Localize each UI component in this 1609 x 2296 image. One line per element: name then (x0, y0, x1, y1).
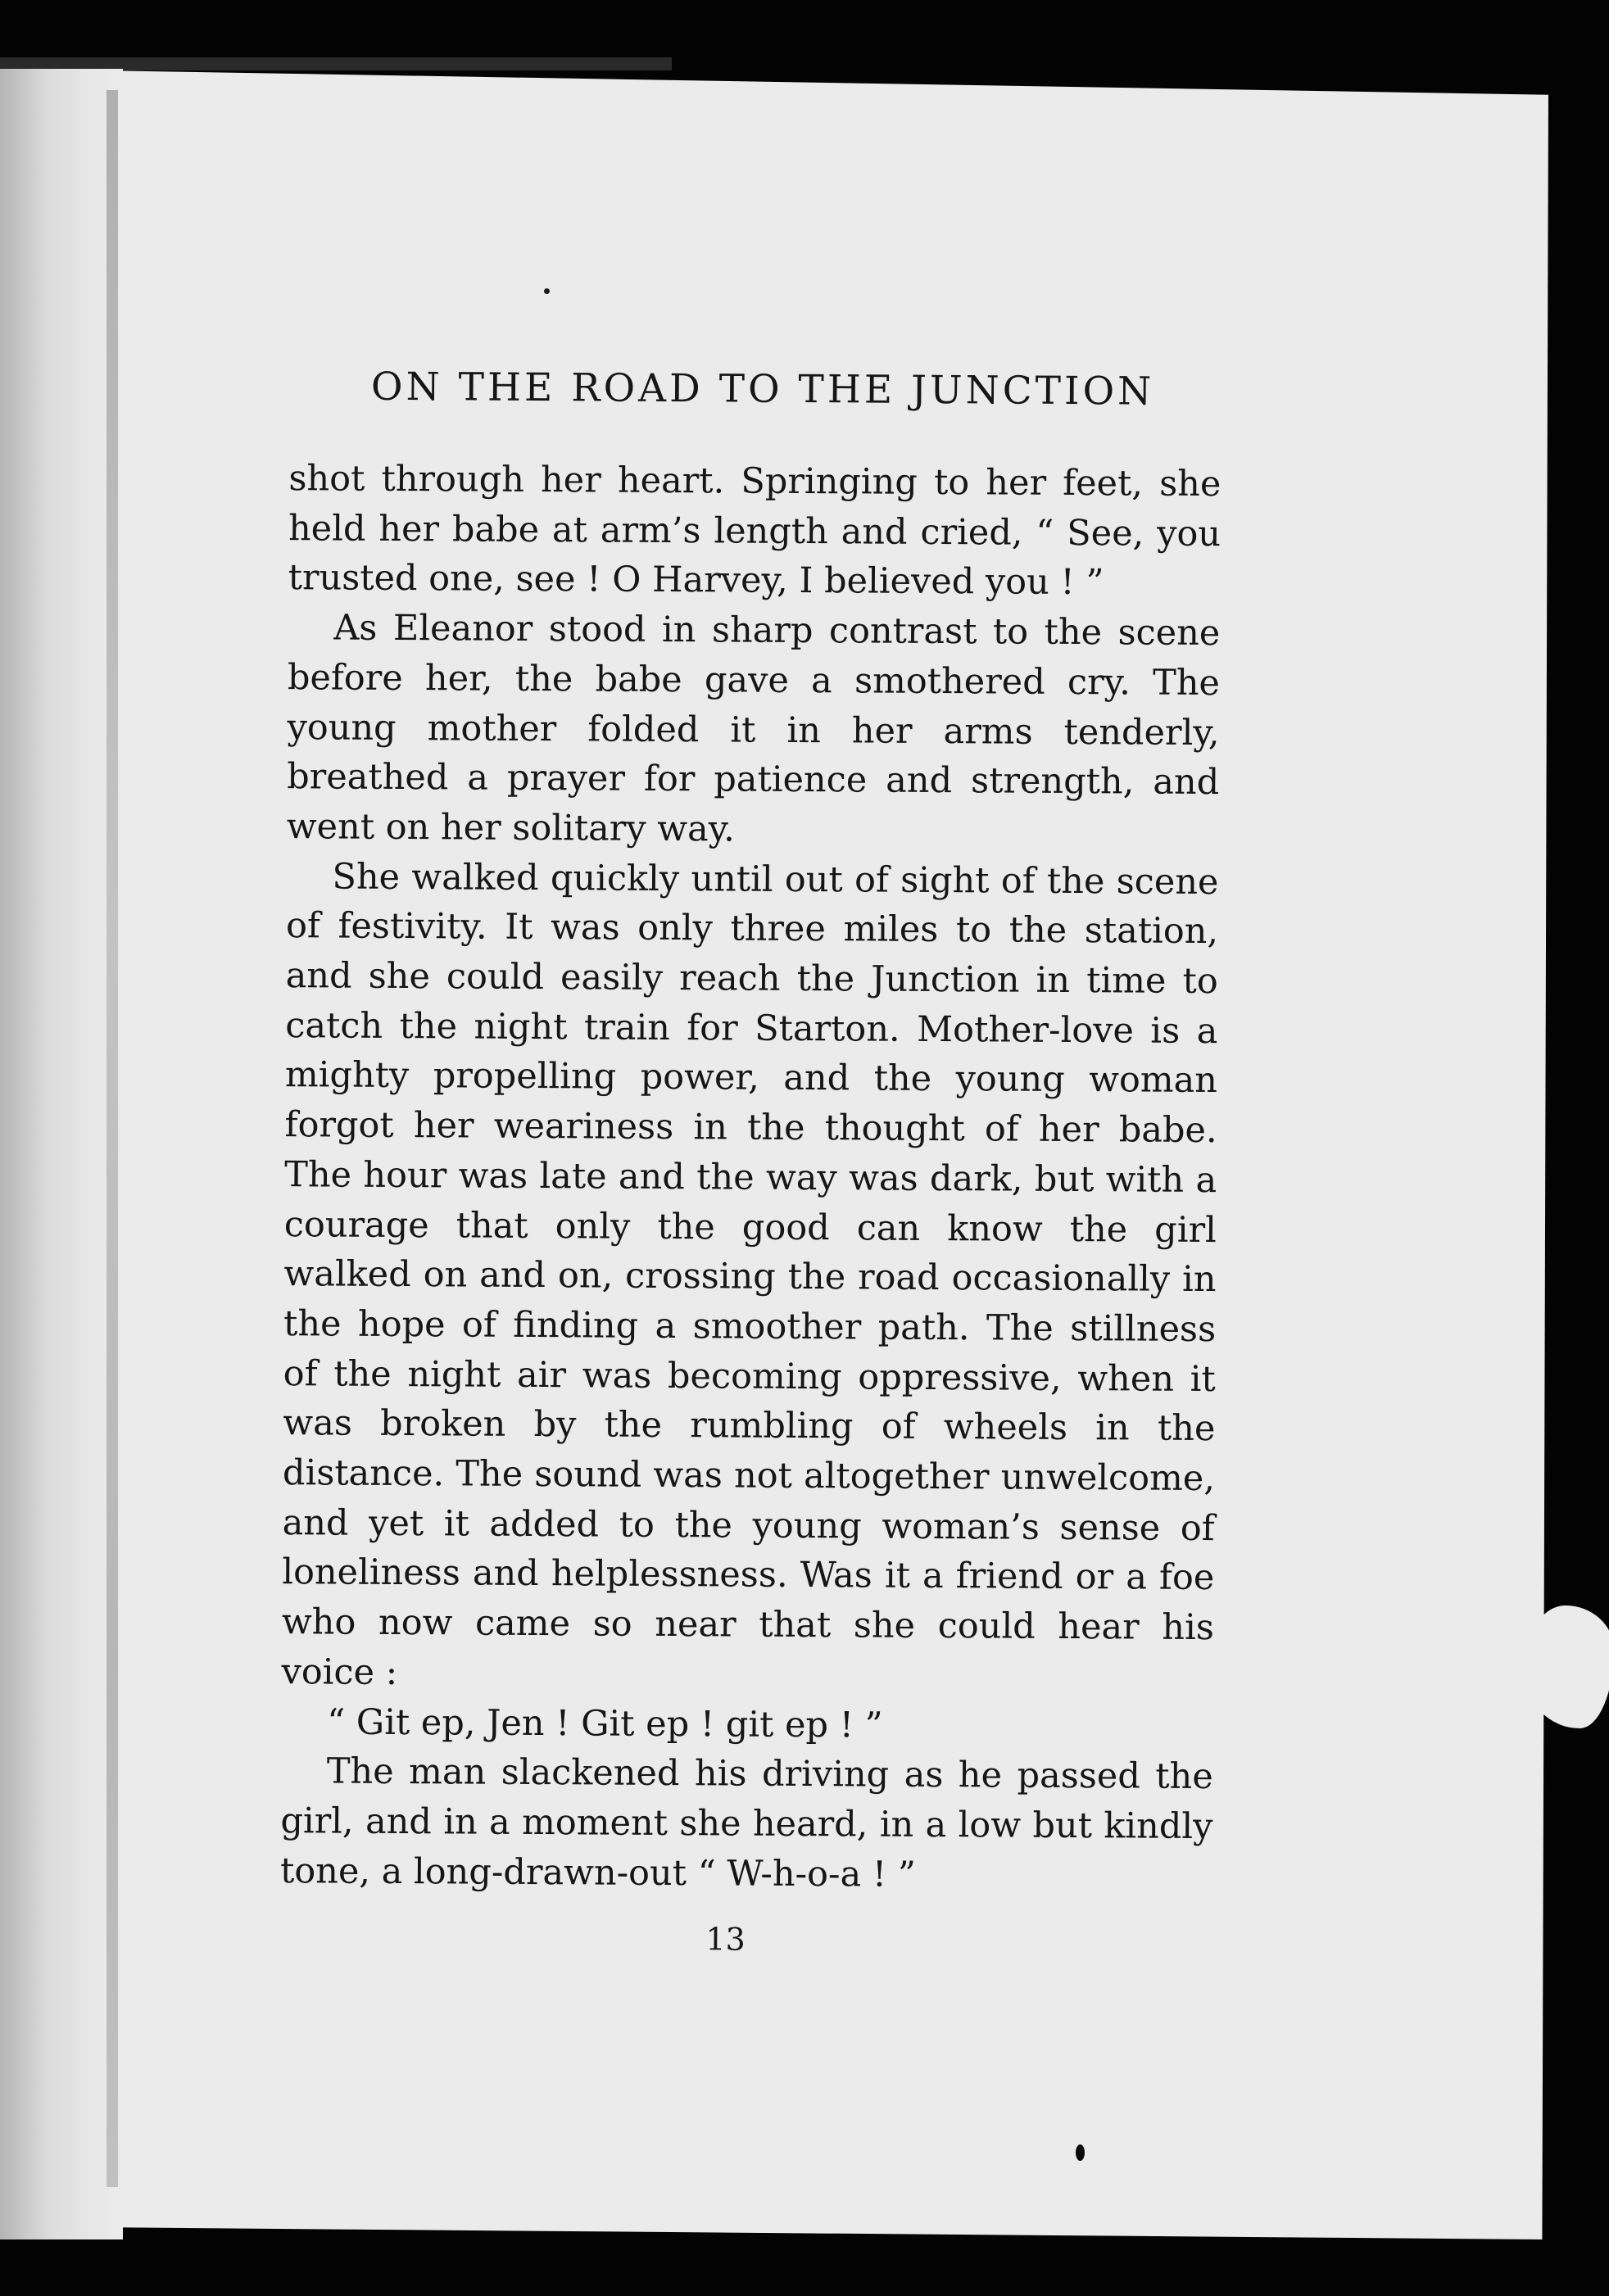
paragraph: shot through her heart. Springing to her feet, she held her babe at arm’s length and cried, “ See, you trusted one, see ! O Harvey, I believed you ! ” (288, 458, 1221, 604)
paragraph: “ Git ep, Jen ! Git ep ! git ep ! ” (327, 1701, 883, 1746)
body-text (280, 454, 1221, 1901)
paragraph: The man slackened his driving as he passed the girl, and in a moment she heard, in a low but kindly tone, a long-drawn-out “ W-h-o-a ! ” (279, 1750, 1213, 1895)
page-number: 13 (705, 1921, 746, 1958)
paragraph: She walked quickly until out of sight of the scene of festivity. It was only three miles to the station, and she could easily reach the Junction in time to catch the night train for Starton. Mother-love is a mighty propelling power, and the young woman forgot her weariness in the thought of her babe. The hour was late and the way was dark, but with a courage that only the good can know the girl walked on and on, crossing the road occasionally in the hope of finding a smoother path. The stillness of the night air was becoming oppressive, when it was broken by the rumbling of wheels in the distance. The sound was not altogether unwelcome, and yet it added to the young woman’s sense of loneliness and helplessness. Was it a friend or a foe who now came so near that she could hear his voice : (281, 856, 1219, 1693)
running-head: ON THE ROAD TO THE JUNCTION (370, 364, 1155, 414)
paragraph: As Eleanor stood in sharp contrast to the scene before her, the babe gave a smothered cry. The young mother folded it in her arms tenderly, breathed a prayer for patience and strength, and went on her solitary way. (286, 607, 1221, 850)
